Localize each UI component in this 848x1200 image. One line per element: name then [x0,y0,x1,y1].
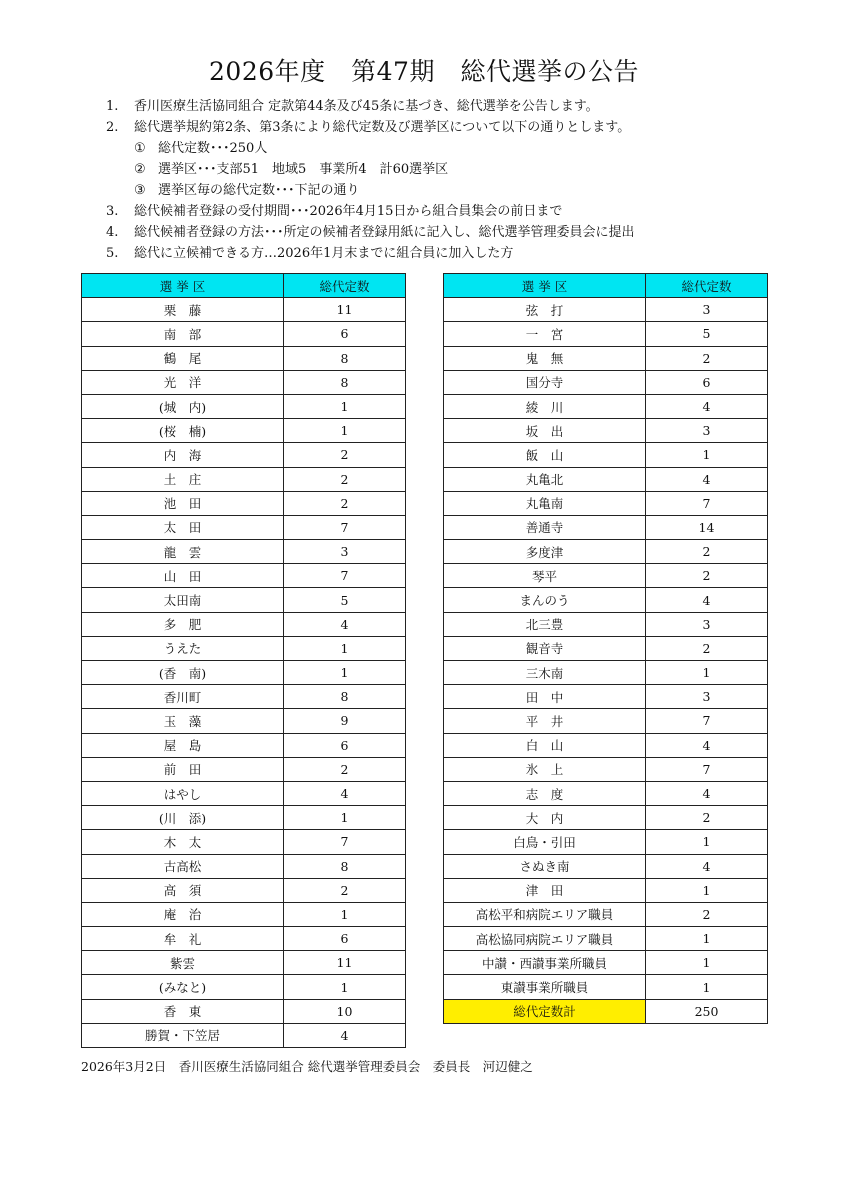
district-cell: 龍 雲 [82,540,284,564]
table-row [444,370,768,394]
item-text: 総代選挙規約第2条、第3条により総代定数及び選挙区について以下の通りとします。 [134,120,631,135]
count-cell: 11 [284,298,406,322]
district-cell: 東讃事業所職員 [444,975,646,999]
district-cell: (香 南) [82,661,284,685]
district-cell: 平 井 [444,709,646,733]
count-cell: 1 [646,830,768,854]
district-cell: 前 田 [82,757,284,781]
header-count: 総代定数 [646,274,768,298]
table-row [444,975,768,999]
count-cell: 14 [646,515,768,539]
table-row [82,443,406,467]
table-row [82,322,406,346]
district-cell: 津 田 [444,878,646,902]
notice-item [106,243,806,264]
count-cell: 1 [646,975,768,999]
district-cell: 勝賀・下笠居 [82,1023,284,1047]
table-row [444,951,768,975]
item-text: 香川医療生活協同組合 定款第44条及び45条に基づき、総代選挙を公告します。 [134,99,599,114]
notice-subitem [106,159,806,180]
count-cell: 8 [284,346,406,370]
header-count: 総代定数 [284,274,406,298]
count-cell: 2 [284,757,406,781]
table-row [82,467,406,491]
count-cell: 1 [284,975,406,999]
count-cell: 2 [646,806,768,830]
item-number: ① [134,141,146,156]
district-cell: 善通寺 [444,515,646,539]
district-cell: 南 部 [82,322,284,346]
header-district: 選 挙 区 [444,274,646,298]
district-cell: 琴平 [444,564,646,588]
count-cell: 2 [646,346,768,370]
district-cell: 屋 島 [82,733,284,757]
table-row [444,612,768,636]
district-cell: 高松平和病院エリア職員 [444,902,646,926]
district-cell: 多度津 [444,540,646,564]
table-row [82,709,406,733]
district-cell: 飯 山 [444,443,646,467]
table-row [82,733,406,757]
count-cell: 1 [646,878,768,902]
count-cell: 4 [284,612,406,636]
district-cell: さぬき南 [444,854,646,878]
count-cell: 1 [284,394,406,418]
count-cell: 4 [284,1023,406,1047]
total-row [444,999,768,1023]
notice-subitem [106,138,806,159]
district-cell: 鶴 尾 [82,346,284,370]
count-cell: 3 [646,612,768,636]
table-row [82,346,406,370]
table-row [82,685,406,709]
district-cell: 高松協同病院エリア職員 [444,927,646,951]
count-cell: 3 [284,540,406,564]
district-cell: 玉 藻 [82,709,284,733]
item-text: 選挙区毎の総代定数･･･下記の通り [158,183,360,198]
count-cell: 6 [284,927,406,951]
count-cell: 7 [646,757,768,781]
count-cell: 4 [646,588,768,612]
district-cell: (城 内) [82,394,284,418]
table-row [444,443,768,467]
count-cell: 2 [284,878,406,902]
count-cell: 1 [284,902,406,926]
district-cell: 木 太 [82,830,284,854]
table-row [82,564,406,588]
district-cell: 古高松 [82,854,284,878]
item-number: 2. [106,120,119,135]
header-district: 選 挙 区 [82,274,284,298]
item-text: 選挙区･･･支部51 地域5 事業所4 計60選挙区 [158,162,449,177]
count-cell: 6 [646,370,768,394]
table-row [82,927,406,951]
district-cell: 高 須 [82,878,284,902]
table-row [444,661,768,685]
district-cell: 香川町 [82,685,284,709]
district-cell: うえた [82,636,284,660]
table-row [82,854,406,878]
district-cell: 弦 打 [444,298,646,322]
table-row [82,999,406,1023]
item-number: ③ [134,183,146,198]
item-number: 4. [106,225,119,240]
count-cell: 5 [646,322,768,346]
count-cell: 7 [646,709,768,733]
district-cell: 白 山 [444,733,646,757]
district-cell: 綾 川 [444,394,646,418]
count-cell: 1 [284,806,406,830]
district-table-right [443,273,768,1024]
count-cell: 4 [646,733,768,757]
district-cell: 庵 治 [82,902,284,926]
district-cell: まんのう [444,588,646,612]
table-row [444,322,768,346]
count-cell: 2 [284,491,406,515]
table-row [444,709,768,733]
count-cell: 5 [284,588,406,612]
district-cell: 氷 上 [444,757,646,781]
count-cell: 3 [646,685,768,709]
district-cell: 内 海 [82,443,284,467]
district-cell: 三木南 [444,661,646,685]
table-row [82,757,406,781]
notice-item [106,201,806,222]
table-row [444,564,768,588]
count-cell: 1 [284,661,406,685]
count-cell: 8 [284,370,406,394]
table-row [444,781,768,805]
count-cell: 11 [284,951,406,975]
count-cell: 4 [646,394,768,418]
district-cell: (川 添) [82,806,284,830]
notice-items [106,96,806,264]
table-row [82,951,406,975]
district-cell: 池 田 [82,491,284,515]
table-row [444,394,768,418]
table-row [82,1023,406,1047]
table-row [444,636,768,660]
count-cell: 2 [646,636,768,660]
table-header-row [444,274,768,298]
count-cell: 2 [284,443,406,467]
district-cell: 北三豊 [444,612,646,636]
table-row [82,636,406,660]
table-header-row [82,274,406,298]
count-cell: 7 [284,515,406,539]
table-row [82,394,406,418]
district-cell: 山 田 [82,564,284,588]
total-count: 250 [646,999,768,1023]
count-cell: 8 [284,685,406,709]
district-cell: 坂 出 [444,419,646,443]
table-row [82,419,406,443]
count-cell: 2 [284,467,406,491]
notice-subitem [106,180,806,201]
notice-item [106,96,806,117]
table-row [82,975,406,999]
table-row [82,491,406,515]
table-row [444,540,768,564]
district-cell: 紫雲 [82,951,284,975]
table-row [82,781,406,805]
district-cell: 丸亀北 [444,467,646,491]
table-row [444,733,768,757]
count-cell: 8 [284,854,406,878]
count-cell: 1 [284,419,406,443]
table-row [444,467,768,491]
count-cell: 4 [646,467,768,491]
table-row [444,757,768,781]
item-number: 5. [106,246,119,261]
table-row [82,588,406,612]
item-text: 総代候補者登録の方法･･･所定の候補者登録用紙に記入し、総代選挙管理委員会に提出 [134,225,635,240]
count-cell: 2 [646,540,768,564]
table-row [444,902,768,926]
table-row [444,515,768,539]
count-cell: 1 [284,636,406,660]
count-cell: 4 [646,781,768,805]
district-cell: (みなと) [82,975,284,999]
table-row [82,806,406,830]
district-table-left [81,273,406,1048]
table-row [82,370,406,394]
notice-item [106,117,806,138]
count-cell: 1 [646,927,768,951]
count-cell: 6 [284,322,406,346]
table-row [444,491,768,515]
notice-item [106,222,806,243]
count-cell: 3 [646,298,768,322]
table-row [82,661,406,685]
district-cell: 光 洋 [82,370,284,394]
district-cell: 田 中 [444,685,646,709]
count-cell: 10 [284,999,406,1023]
count-cell: 9 [284,709,406,733]
count-cell: 6 [284,733,406,757]
count-cell: 1 [646,951,768,975]
district-cell: 丸亀南 [444,491,646,515]
district-cell: 観音寺 [444,636,646,660]
district-cell: 太田南 [82,588,284,612]
count-cell: 4 [284,781,406,805]
table-row [82,540,406,564]
item-text: 総代候補者登録の受付期間･･･2026年4月15日から組合員集会の前日まで [134,204,563,219]
table-row [444,830,768,854]
district-cell: 牟 礼 [82,927,284,951]
table-row [444,346,768,370]
district-cell: 土 庄 [82,467,284,491]
count-cell: 1 [646,661,768,685]
item-text: 総代定数･･･250人 [158,141,268,156]
table-row [444,806,768,830]
total-label: 総代定数計 [444,999,646,1023]
district-cell: 多 肥 [82,612,284,636]
table-row [82,878,406,902]
count-cell: 7 [284,564,406,588]
table-row [82,830,406,854]
count-cell: 7 [284,830,406,854]
table-row [444,878,768,902]
table-row [82,902,406,926]
item-number: 1. [106,99,119,114]
count-cell: 3 [646,419,768,443]
footer-signature: 2026年3月2日 香川医療生活協同組合 総代選挙管理委員会 委員長 河辺健之 [81,1059,533,1074]
table-row [444,685,768,709]
count-cell: 1 [646,443,768,467]
table-row [82,298,406,322]
district-cell: 志 度 [444,781,646,805]
count-cell: 4 [646,854,768,878]
district-cell: 国分寺 [444,370,646,394]
table-row [444,298,768,322]
district-cell: はやし [82,781,284,805]
count-cell: 2 [646,564,768,588]
district-cell: 太 田 [82,515,284,539]
page-title: 2026年度 第47期 総代選挙の公告 [209,57,639,86]
table-row [444,927,768,951]
district-cell: 香 東 [82,999,284,1023]
district-cell: 大 内 [444,806,646,830]
item-number: ② [134,162,146,177]
table-row [444,419,768,443]
count-cell: 2 [646,902,768,926]
item-number: 3. [106,204,119,219]
district-cell: 栗 藤 [82,298,284,322]
table-row [444,588,768,612]
district-cell: 白鳥・引田 [444,830,646,854]
district-cell: 鬼 無 [444,346,646,370]
table-row [82,612,406,636]
count-cell: 7 [646,491,768,515]
item-text: 総代に立候補できる方…2026年1月末までに組合員に加入した方 [134,246,514,261]
district-cell: 中讃・西讃事業所職員 [444,951,646,975]
table-row [82,515,406,539]
table-row [444,854,768,878]
district-cell: (桜 楠) [82,419,284,443]
district-cell: 一 宮 [444,322,646,346]
